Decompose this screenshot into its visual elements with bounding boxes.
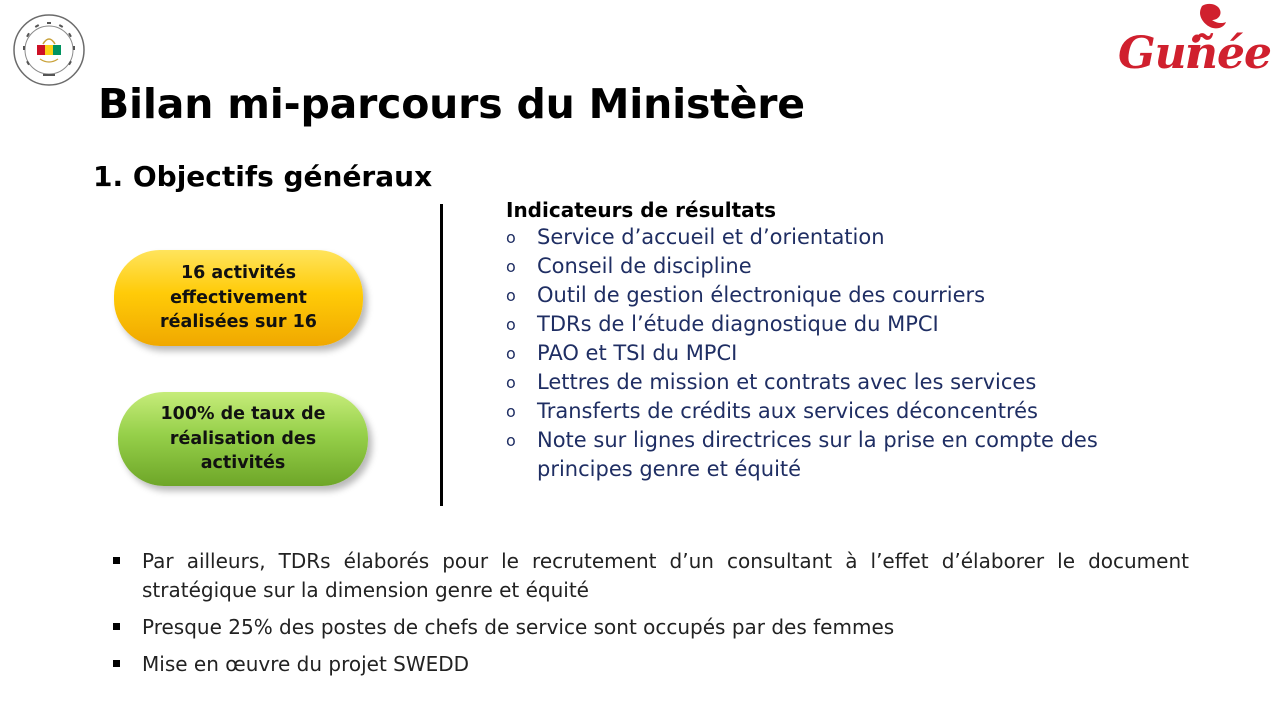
guinee-brand-logo (1116, 2, 1278, 78)
note-item: Par ailleurs, TDRs élaborés pour le recrutement d’un consultant à l’effet d’élaborer le document stratégique sur la dimension genre et équité (113, 547, 1189, 605)
indicator-item: o TDRs de l’étude diagnostique du MPCI (506, 310, 1196, 339)
indicators-list (506, 223, 1196, 484)
completed-activities-text: 16 activités effectivement réalisées sur 16 (160, 263, 317, 333)
circle-bullet-icon: o (506, 228, 516, 247)
svg-text:Gui: Gui (1118, 28, 1202, 78)
circle-bullet-icon: o (506, 286, 516, 305)
indicator-item: o Note sur lignes directrices sur la prise en compte des principes genre et équité (506, 428, 1098, 481)
slide-title: Bilan mi-parcours du Ministère (98, 80, 805, 128)
circle-bullet-icon: o (506, 344, 516, 363)
svg-text:ñée: ñée (1186, 28, 1271, 78)
indicator-item: o Outil de gestion électronique des courriers (506, 281, 1196, 310)
note-item: Presque 25% des postes de chefs de service sont occupés par des femmes (113, 613, 1189, 642)
indicator-item: o Lettres de mission et contrats avec les services (506, 368, 1196, 397)
note-item: Mise en œuvre du projet SWEDD (113, 650, 1189, 679)
square-bullet-icon (113, 557, 120, 564)
circle-bullet-icon: o (506, 315, 516, 334)
circle-bullet-icon: o (506, 402, 516, 421)
completion-rate-pill (118, 392, 368, 486)
circle-bullet-icon: o (506, 257, 516, 276)
indicator-item: o Service d’accueil et d’orientation (506, 223, 1196, 252)
notes-list (113, 547, 1189, 687)
square-bullet-icon (113, 660, 120, 667)
indicators-heading: Indicateurs de résultats (506, 198, 777, 222)
indicators-panel (506, 197, 1196, 484)
ministry-seal-logo (13, 14, 85, 86)
indicator-item: o Conseil de discipline (506, 252, 1196, 281)
completion-rate-text: 100% de taux de réalisation des activités (160, 404, 326, 474)
section-heading: 1. Objectifs généraux (93, 160, 433, 193)
vertical-divider (440, 204, 443, 506)
circle-bullet-icon: o (506, 431, 516, 450)
square-bullet-icon (113, 623, 120, 630)
indicator-item: o Transferts de crédits aux services déconcentrés (506, 397, 1196, 426)
completed-activities-pill (114, 250, 363, 346)
circle-bullet-icon: o (506, 373, 516, 392)
indicator-item: o PAO et TSI du MPCI (506, 339, 1196, 368)
